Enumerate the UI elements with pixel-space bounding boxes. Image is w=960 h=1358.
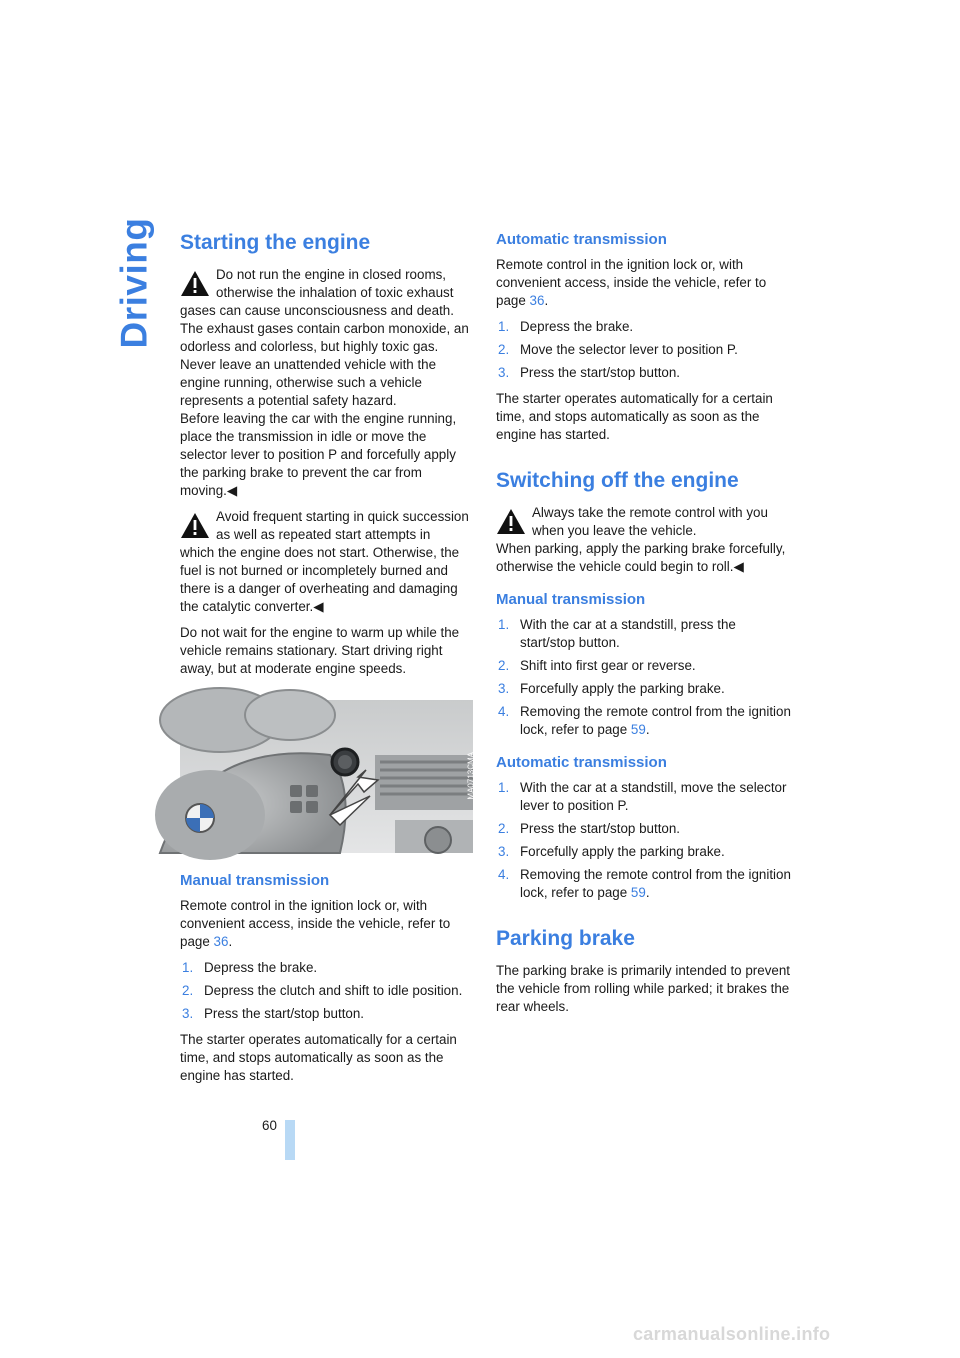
warning-remote-control-lead: Always take the remote control with you when you leave the vehicle. xyxy=(532,505,768,538)
manual-off-steps xyxy=(496,616,791,739)
end-mark: ◀ xyxy=(313,599,324,614)
end-mark: ◀ xyxy=(226,483,238,498)
list-item: 4. Removing the remote control from the ignition lock, refer to page 59. xyxy=(498,867,791,900)
warning-remote-control-body: When parking, apply the parking brake forcefully, otherwise the vehicle could begin to roll.◀ xyxy=(496,541,786,574)
list-item: 2. Move the selector lever to position P. xyxy=(498,342,738,357)
list-item: 3. Press the start/stop button. xyxy=(182,1006,365,1021)
auto-start-intro: Remote control in the ignition lock or, with convenient access, inside the vehicle, refer to page 36. xyxy=(496,257,767,308)
warning-frequent-starting xyxy=(180,508,475,616)
list-item: 3. Forcefully apply the parking brake. xyxy=(498,681,725,696)
auto-start-steps xyxy=(496,318,791,382)
manual-start-outro: The starter operates automatically for a certain time, and stops automatically as soon as the engine has started. xyxy=(180,1032,457,1083)
watermark: carmanualsonline.info xyxy=(633,1324,831,1344)
heading-automatic-transmission-off: Automatic transmission xyxy=(496,754,667,771)
warning-frequent-starting-body: which the engine does not start. Otherwise, the fuel is not burned or incompletely burned and there is a danger of overheating and damaging the catalytic converter.◀ xyxy=(180,545,460,614)
list-item: 1. Depress the brake. xyxy=(498,319,634,334)
warning-triangle-icon xyxy=(180,511,216,541)
list-item: 1. Depress the brake. xyxy=(182,960,318,975)
heading-starting-engine: Starting the engine xyxy=(180,231,371,254)
warm-up-paragraph: Do not wait for the engine to warm up while the vehicle remains stationary. Start driving right away, but at moderate engine speeds. xyxy=(180,625,460,676)
page-ref-link[interactable]: 59 xyxy=(630,885,646,900)
heading-parking-brake: Parking brake xyxy=(496,927,635,950)
section-side-tab-label: Driving xyxy=(113,217,154,349)
page-ref-link[interactable]: 59 xyxy=(630,722,646,737)
heading-automatic-transmission-start: Automatic transmission xyxy=(496,231,667,248)
page-number: 60 xyxy=(262,1118,277,1133)
left-column xyxy=(180,226,475,1093)
list-item: 2. Press the start/stop button. xyxy=(498,821,681,836)
heading-switching-off-engine: Switching off the engine xyxy=(496,469,739,492)
list-item: 2. Shift into first gear or reverse. xyxy=(498,658,696,673)
manual-start-intro: Remote control in the ignition lock or, with convenient access, inside the vehicle, refer to page 36. xyxy=(180,898,451,949)
warning-closed-rooms xyxy=(180,266,475,500)
manual-start-steps xyxy=(180,959,475,1023)
warning-triangle-icon xyxy=(180,269,216,299)
list-item: 1. With the car at a standstill, move the selector lever to position P. xyxy=(498,780,787,813)
warning-triangle-icon xyxy=(496,507,532,537)
heading-manual-transmission-off: Manual transmission xyxy=(496,591,646,608)
warning-closed-rooms-lead: Do not run the engine in closed rooms, otherwise the inhalation of toxic exhaust xyxy=(216,267,454,300)
cockpit-illustration xyxy=(180,700,473,853)
section-side-tab xyxy=(112,217,156,349)
warning-remote-control xyxy=(496,504,791,576)
auto-off-steps xyxy=(496,779,791,902)
photo-code-label: MA0713CMA xyxy=(467,752,476,800)
list-item: 3. Forcefully apply the parking brake. xyxy=(498,844,725,859)
page-ref-link[interactable]: 36 xyxy=(213,934,229,949)
page-ref-link[interactable]: 36 xyxy=(529,293,545,308)
list-item: 3. Press the start/stop button. xyxy=(498,365,681,380)
warning-closed-rooms-body: gases can cause unconsciousness and death. The exhaust gases contain carbon monoxide, an odorless and colorless, but highly toxic gas. Never leave an unattended vehicle with the engine running, otherwise such a vehicle represents a potential safety hazard. xyxy=(180,303,469,408)
heading-manual-transmission-start: Manual transmission xyxy=(180,872,330,889)
parking-brake-paragraph: The parking brake is primarily intended to prevent the vehicle from rolling while parked; it brakes the rear wheels. xyxy=(496,963,790,1014)
warning-closed-rooms-body-2: Before leaving the car with the engine running, place the transmission in idle or move the selector lever to position P and forcefully apply the parking brake to prevent the car from moving.◀ xyxy=(180,411,457,498)
auto-start-outro: The starter operates automatically for a certain time, and stops automatically as soon as the engine has started. xyxy=(496,391,773,442)
list-item: 2. Depress the clutch and shift to idle position. xyxy=(182,983,463,998)
page-number-bar xyxy=(285,1120,295,1160)
list-item: 1. With the car at a standstill, press the start/stop button. xyxy=(498,617,736,650)
warning-frequent-starting-lead: Avoid frequent starting in quick succession as well as repeated start attempts in xyxy=(216,509,469,542)
list-item: 4. Removing the remote control from the ignition lock, refer to page 59. xyxy=(498,704,791,737)
right-column xyxy=(496,228,791,1024)
start-stop-button-photo xyxy=(180,700,476,853)
end-mark: ◀ xyxy=(733,559,744,574)
